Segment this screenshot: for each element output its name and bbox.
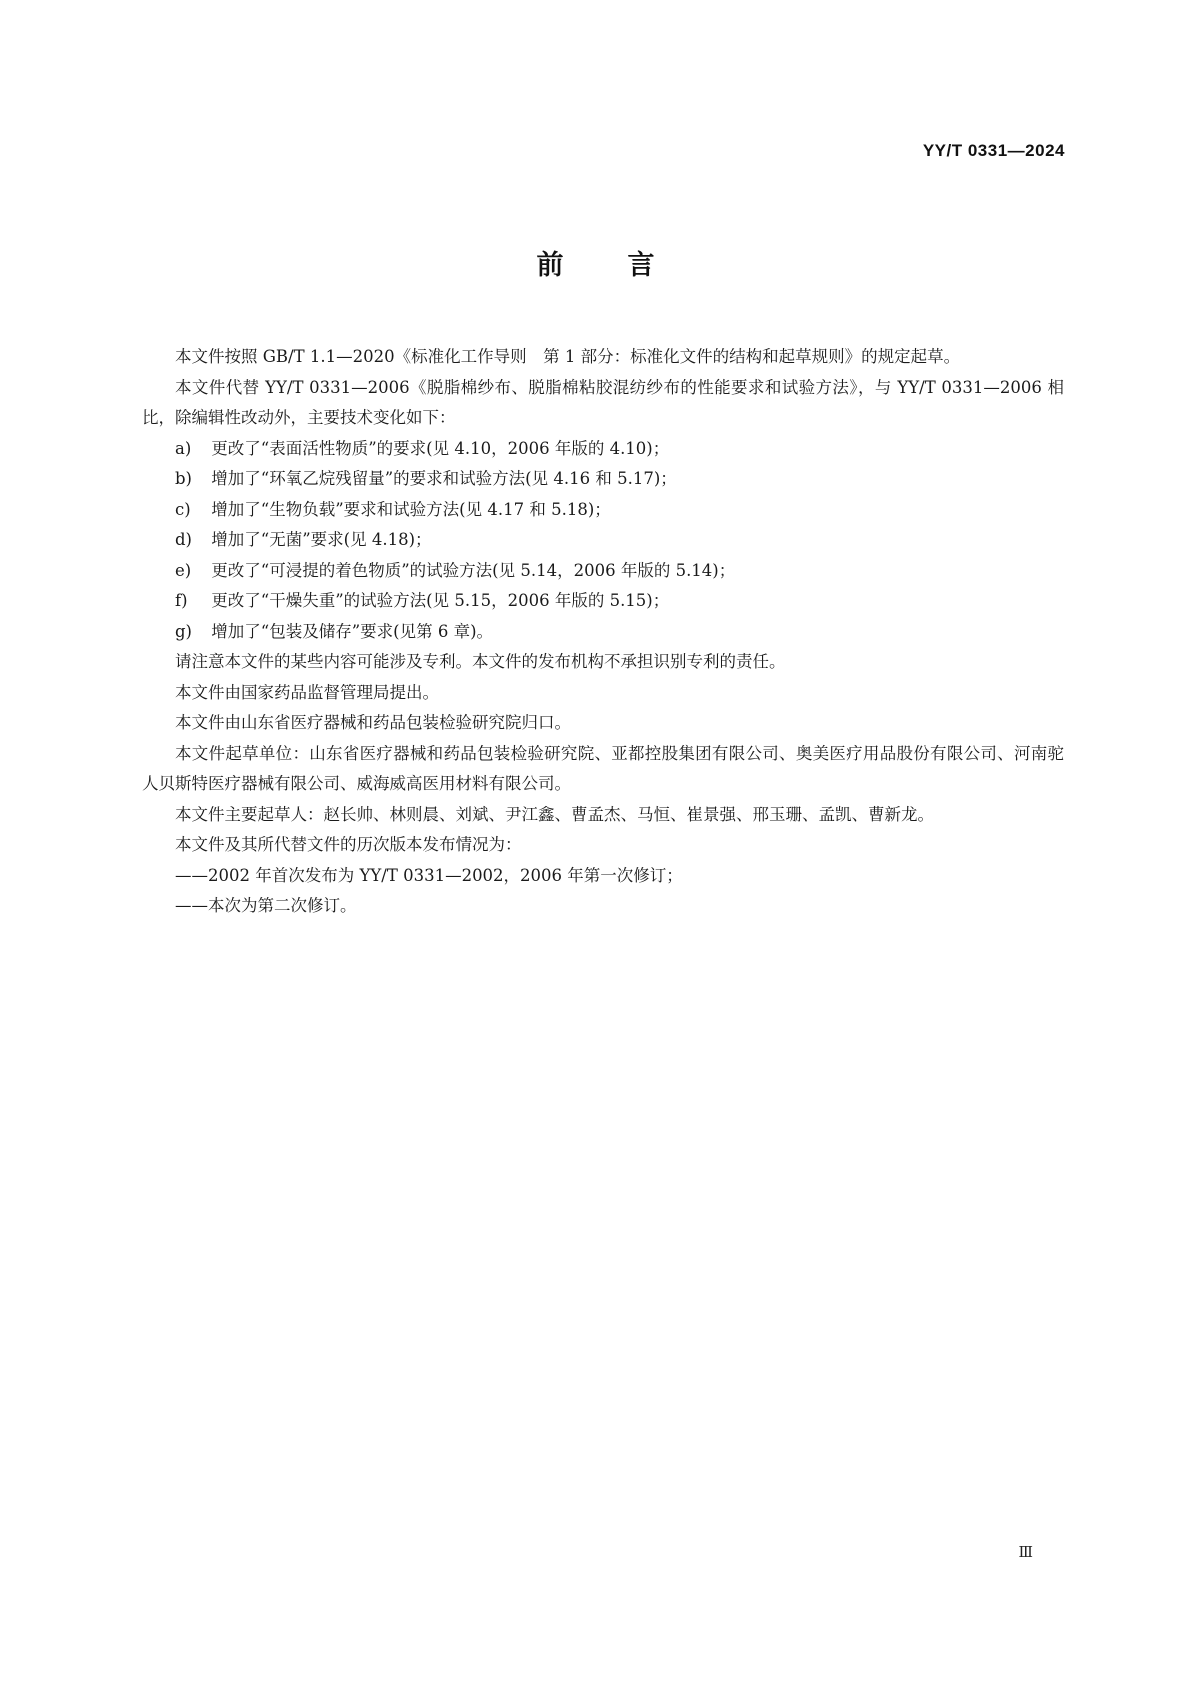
paragraph-proposer: 本文件由国家药品监督管理局提出。 [175, 682, 439, 702]
list-text: 更改了“可浸提的着色物质”的试验方法(见 5.14，2006 年版的 5.14)； [211, 560, 736, 580]
list-marker: c) [175, 499, 191, 519]
list-marker: g) [175, 621, 192, 641]
list-text: 增加了“无菌”要求(见 4.18)； [211, 530, 432, 549]
list-item [142, 586, 1064, 617]
paragraph-centralized-unit: 本文件由山东省医疗器械和药品包装检验研究院归口。 [175, 713, 571, 732]
page-title: 前言 [536, 250, 719, 281]
list-item [142, 617, 1064, 648]
paragraph-version-history: 本文件及其所代替文件的历次版本发布情况为： [175, 835, 522, 854]
list-item [142, 434, 1064, 465]
paragraph-drafting-units: 本文件起草单位：山东省医疗器械和药品包装检验研究院、亚都控股集团有限公司、奥美医疗用品股份有限公司、河南驼人贝斯特医疗器械有限公司、威海威高医用材料有限公司。 [142, 743, 1064, 793]
page-number: Ⅲ [1018, 1543, 1033, 1561]
history-item: ——2002 年首次发布为 YY/T 0331—2002，2006 年第一次修订； [175, 865, 683, 885]
list-item [142, 556, 1064, 587]
list-item [142, 495, 1064, 526]
list-marker: d) [175, 530, 192, 549]
list-text: 增加了“生物负载”要求和试验方法(见 4.17 和 5.18)； [211, 499, 611, 519]
list-text: 增加了“环氧乙烷残留量”的要求和试验方法(见 4.16 和 5.17)； [211, 469, 677, 488]
document-code: YY/T 0331—2024 [922, 141, 1065, 160]
document-body [142, 342, 1064, 922]
list-marker: b) [175, 469, 192, 488]
paragraph-drafters: 本文件主要起草人：赵长帅、林则晨、刘斌、尹江鑫、曹孟杰、马恒、崔景强、邢玉珊、孟凯、曹新龙。 [175, 804, 934, 824]
list-text: 更改了“表面活性物质”的要求(见 4.10，2006 年版的 4.10)； [211, 438, 670, 458]
list-marker: f) [175, 591, 188, 610]
paragraph-drafting-basis: 本文件按照 GB/T 1.1—2020《标准化工作导则 第 1 部分：标准化文件的结构和起草规则》的规定起草。 [175, 347, 961, 366]
list-marker: e) [175, 560, 192, 580]
paragraph-replacement: 本文件代替 YY/T 0331—2006《脱脂棉纱布、脱脂棉粘胶混纺纱布的性能要求和试验方法》，与 YY/T 0331—2006 相比，除编辑性改动外，主要技术变化如下： [142, 377, 1064, 427]
list-text: 增加了“包装及储存”要求(见第 6 章)。 [211, 621, 494, 641]
list-text: 更改了“干燥失重”的试验方法(见 5.15，2006 年版的 5.15)； [211, 591, 670, 610]
changes-list [142, 434, 1064, 648]
history-item: ——本次为第二次修订。 [175, 896, 357, 915]
list-item [142, 525, 1064, 556]
history-list [142, 861, 1064, 922]
list-marker: a) [175, 438, 192, 458]
paragraph-patent-notice: 请注意本文件的某些内容可能涉及专利。本文件的发布机构不承担识别专利的责任。 [175, 652, 786, 671]
list-item [142, 464, 1064, 495]
